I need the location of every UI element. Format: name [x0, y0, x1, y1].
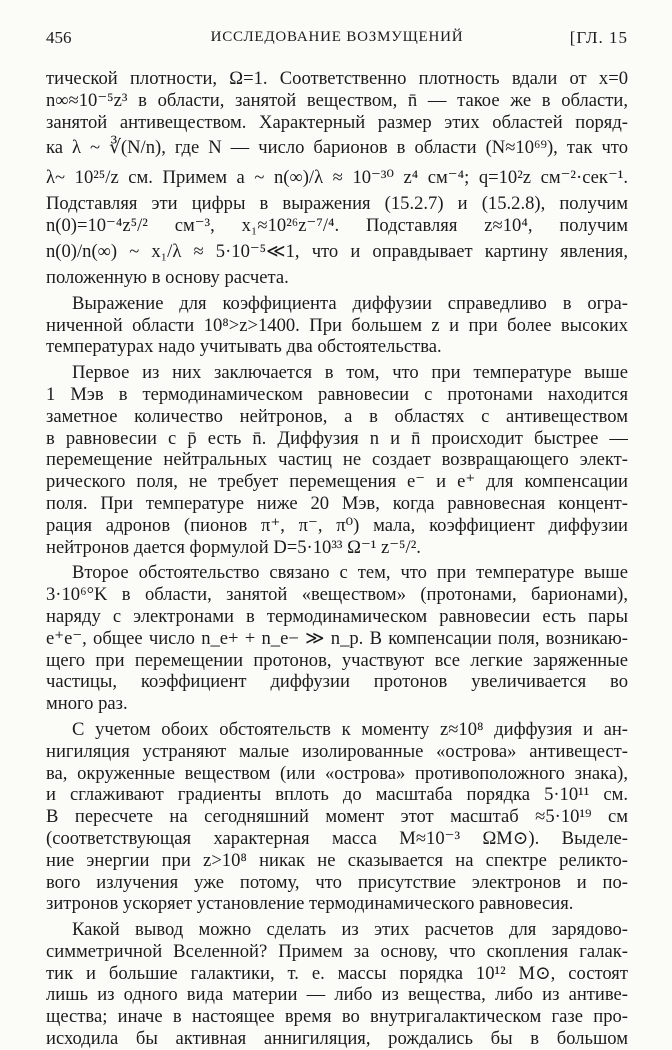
text-line: e⁺e⁻, общее число n_e+ + n_e− ≫ n_p. В компенсации поля, возникаю-	[46, 627, 628, 649]
text-line: тической плотности, Ω=1. Соответственно плотность вдали от x=0	[46, 68, 628, 89]
text-line: занятой антивеществом. Характерный размер этих областей поряд-	[46, 111, 628, 133]
text-line: 1 Мэв в термодинамическом равновесии с протонами находится	[46, 383, 628, 405]
text-line: С учетом обоих обстоятельств к моменту z≈10⁸ диффузия и ан-	[72, 718, 628, 740]
text-line: температурах надо учитывать два обстоятельства.	[46, 336, 442, 358]
text-line: лишь из одного вида материи — либо из вещества, либо из антиве-	[46, 984, 628, 1006]
text-line: вого излучения уже потому, что присутствие электронов и по-	[46, 871, 628, 893]
text-line: Второе обстоятельство связано с тем, что при температуре выше	[72, 562, 628, 584]
text-line: Подставляя эти цифры в выражения (15.2.7) и (15.2.8), получим	[46, 193, 628, 215]
text-line: нигиляция устраняют малые изолированные «острова» антивещест-	[46, 740, 628, 762]
text-line: нейтронов дается формулой D=5·10³³ Ω⁻¹ z⁻⁵/².	[46, 536, 421, 558]
running-title: ИССЛЕДОВАНИЕ ВОЗМУЩЕНИЙ	[210, 29, 464, 45]
text-line: Выражение для коэффициента диффузии справедливо в огра-	[72, 292, 628, 314]
text-line: λ~ 10²⁵/z см. Примем a ~ n(∞)/λ ≈ 10⁻³⁰ z⁴ см⁻⁴; q=10²z см⁻²·сек⁻¹.	[46, 167, 628, 189]
text-line: n(0)=10⁻⁴z⁵/² см⁻³, x₁≈10²⁶z⁻⁷/⁴. Подставляя z≈10⁴, получим	[46, 215, 628, 237]
text-line: много раз.	[46, 693, 128, 715]
page-body	[46, 68, 628, 1050]
text-line: щего при перемещении протонов, участвуют все легкие заряженные	[46, 649, 628, 671]
text-line: Какой вывод можно сделать из этих расчетов для зарядово-	[72, 919, 628, 941]
paragraph-5	[46, 719, 628, 915]
paragraph-6	[46, 919, 628, 1050]
text-line: рического поля, не требует перемещения e⁻ и e⁺ для компенсации	[46, 471, 628, 493]
text-line: и сглаживают градиенты вплоть до масштаба порядка 5·10¹¹ см.	[46, 784, 628, 806]
text-line: перемещение нейтральных частиц не создает возвращающего элект-	[46, 449, 628, 471]
text-line: в равновесии с p̄ есть n̄. Диффузия n и n̄ происходит быстрее —	[46, 427, 628, 449]
text-line: ва, окруженные веществом (или «острова» противоположного знака),	[46, 762, 628, 784]
text-line: положенную в основу расчета.	[46, 266, 289, 288]
text-line: рация адронов (пионов π⁺, π⁻, π⁰) мала, коэффициент диффузии	[46, 514, 628, 536]
text-line: симметричной Вселенной? Примем за основу, что скопления галак-	[46, 940, 628, 962]
text-line: наряду с электронами в термодинамическом равновесии есть пары	[46, 605, 628, 627]
page-number: 456	[46, 28, 72, 47]
text-line: n(0)/n(∞) ~ x₁/λ ≈ 5·10⁻⁵≪1, что и оправдывает картину явления,	[46, 240, 628, 262]
text-line: заметное количество нейтронов, а в областях с антивеществом	[46, 405, 628, 427]
text-line: поля. При температуре ниже 20 Мэв, когда равновесная концент-	[46, 492, 628, 514]
text-line: ка λ ~ ∛(N/n), где N — число барионов в области (N≈10⁶⁹), так что	[46, 137, 628, 159]
text-line: n∞≈10⁻⁵z³ в области, занятой веществом, n̄ — такое же в области,	[46, 89, 628, 111]
running-header	[46, 28, 628, 50]
paragraph-1	[46, 68, 628, 289]
text-line: тик и большие галактики, т. е. массы порядка 10¹² M⊙, состоят	[46, 962, 628, 984]
text-line: зитронов ускоряет установление термодинамического равновесия.	[46, 893, 574, 915]
paragraph-2	[46, 293, 628, 358]
text-line: исходила бы активная аннигиляция, рождались бы в большом	[46, 1028, 628, 1050]
text-line: щества; иначе в настоящее время во внутригалактическом газе про-	[46, 1006, 628, 1028]
paragraph-4	[46, 562, 628, 715]
text-line: ниченной области 10⁸>z>1400. При большем z и при более высоких	[46, 314, 628, 336]
paragraph-3	[46, 362, 628, 558]
text-line: Первое из них заключается в том, что при температуре выше	[72, 362, 628, 384]
text-line: (соответствующая характерная масса M≈10⁻³ ΩM⊙). Выделе-	[46, 827, 628, 849]
text-line: 3·10⁶°K в области, занятой «веществом» (протонами, барионами),	[46, 584, 628, 606]
text-line: ние энергии при z>10⁸ никак не сказывается на спектре реликто-	[46, 849, 628, 871]
text-line: частицы, коэффициент диффузии протонов увеличивается во	[46, 671, 628, 693]
text-line: В пересчете на сегодняшний момент этот масштаб ≈5·10¹⁹ см	[46, 806, 628, 828]
chapter-marker: [ГЛ. 15	[569, 28, 628, 47]
